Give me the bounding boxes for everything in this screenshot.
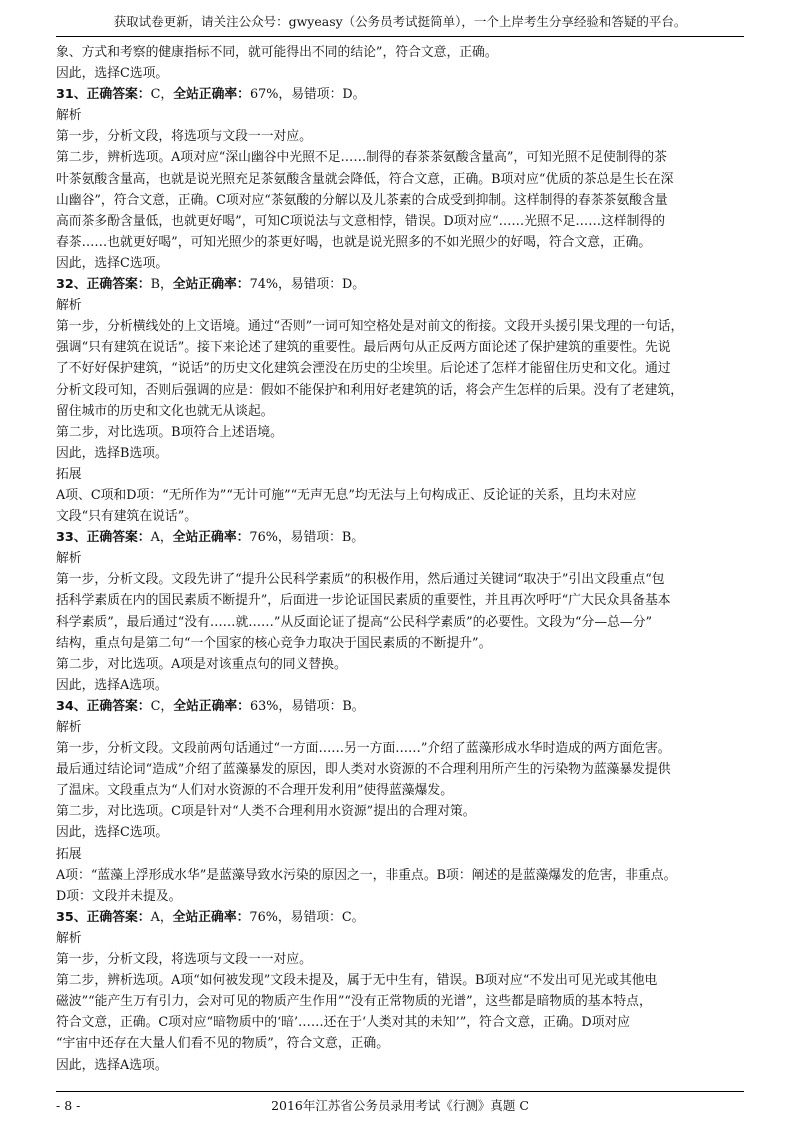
text-line: 拓展 [56, 466, 82, 482]
text-line: 括科学素质在内的国民素质不断提升”，后面进一步论证国民素质的重要性，并且再次呼吁“广大民众具备基本 [56, 593, 671, 609]
text-line: 因此，选择A选项。 [56, 1057, 168, 1073]
text-line: A项、C项和D项：“无所作为”“无计可施”“无声无息”均无法与上句构成正、反论证的关系，且均未对应 [56, 487, 637, 503]
text-line: 象、方式和考察的健康指标不同，就可能得出不同的结论”，符合文意，正确。 [56, 45, 498, 60]
text-line: 第一步，分析文段，将选项与文段一一对应。 [56, 129, 312, 145]
answer-ans: C， [150, 698, 174, 714]
text-line: 符合文意，正确。C项对应“暗物质中的‘暗’……还在于‘人类对其的未知’”，符合文意，正确。D项对应 [56, 1015, 631, 1031]
answer-l1: 正确答案： [86, 698, 151, 714]
text-line: 第一步，分析文段。文段前两句话通过“一方面……另一方面……”介绍了蓝藻形成水华时造成的两方面危害。 [56, 741, 671, 757]
answer-header [56, 907, 744, 928]
text-line: 因此，选择C选项。 [56, 825, 169, 841]
answer-l1: 正确答案： [86, 87, 151, 103]
answer-header [56, 274, 744, 295]
answer-header [56, 84, 744, 105]
text-line: 解析 [56, 930, 82, 946]
text-line: 高而茶多酚含量低，也就更好喝”，可知C项说法与文意相悖，错误。D项对应“……光照不足……这样制得的 [56, 213, 665, 229]
answer-l2: 全站正确率： [172, 909, 250, 925]
text-line: 磁波”“能产生万有引力，会对可见的物质产生作用”“没有正常物质的光谱”，这些都是暗物质的基本特点， [56, 994, 652, 1010]
answer-num: 34、 [56, 698, 87, 714]
answer-l1: 正确答案： [86, 530, 151, 546]
text-line: 因此，选择C选项。 [56, 66, 169, 82]
answer-l2: 全站正确率： [172, 277, 250, 293]
answer-num: 31、 [56, 87, 87, 103]
answer-num: 33、 [56, 530, 87, 546]
answer-l1: 正确答案： [86, 909, 151, 925]
answer-header [56, 527, 744, 548]
text-line: 叶茶氨酸含量高，也就是说光照充足茶氨酸含量就会降低，符合文意，正确。B项对应“优质的茶总是生长在深 [56, 171, 674, 187]
answer-rate: 74%，易错项：D。 [249, 277, 366, 293]
answer-rate: 63%，易错项：B。 [249, 698, 365, 714]
text-line: 因此，选择C选项。 [56, 255, 169, 271]
text-line: 第一步，分析文段，将选项与文段一一对应。 [56, 952, 312, 968]
page-footer [56, 1091, 744, 1116]
answer-ans: C， [150, 87, 174, 103]
text-line: 第二步，辨析选项。A项对应“深山幽谷中光照不足……制得的春茶茶氨酸含量高”，可知光照不足使制得的茶 [56, 150, 667, 166]
answer-l2: 全站正确率： [173, 87, 250, 103]
text-line: A项：“蓝藻上浮形成水华”是蓝藻导致水污染的原因之一，非重点。B项：阐述的是蓝藻爆发的危害，非重点。 [56, 867, 677, 883]
text-line: 结构，重点句是第二句“一个国家的核心竞争力取决于国民素质的不断提升”。 [56, 635, 492, 651]
text-line: 第二步，辨析选项。A项“如何被发现”文段未提及，属于无中生有，错误。B项对应“不发出可见光或其他电 [56, 973, 658, 989]
text-line: 拓展 [56, 846, 82, 862]
answer-l2: 全站正确率： [172, 530, 250, 546]
answer-rate: 67%，易错项：D。 [249, 87, 366, 103]
footer-title: 2016年江苏省公务员录用考试《行测》真题 C [271, 1098, 529, 1113]
text-line: 文段“只有建筑在说话”。 [56, 509, 198, 525]
text-line: “宇宙中还存在大量人们看不见的物质”，符合文意，正确。 [56, 1036, 390, 1052]
text-line: 山幽谷”，符合文意，正确。C项对应“茶氨酸的分解以及儿茶素的合成受到抑制。这样制得的春茶茶氨酸含量 [56, 192, 668, 208]
text-line: 了温床。文段重点为“人们对水资源的不合理开发利用”使得蓝藻爆发。 [56, 783, 453, 799]
text-line: 因此，选择B选项。 [56, 445, 168, 461]
text-line: 第二步，对比选项。A项是对该重点句的同义替换。 [56, 656, 347, 672]
text-line: 解析 [56, 108, 82, 124]
answer-rate: 76%，易错项：C。 [249, 909, 365, 925]
answer-ans: A， [150, 909, 173, 925]
text-line: 解析 [56, 551, 82, 567]
answer-l2: 全站正确率： [173, 698, 250, 714]
answer-num: 32、 [56, 277, 87, 293]
answer-num: 35、 [56, 909, 87, 925]
page-header: 获取试卷更新，请关注公众号：gwyeasy（公务员考试挺简单），一个上岸考生分享经验和答疑的平台。 [56, 10, 744, 37]
document-body [56, 42, 744, 1090]
text-line: 第一步，分析文段。文段先讲了“提升公民科学素质”的积极作用，然后通过关键词“取决于”引出文段重点“包 [56, 572, 665, 588]
text-line: 春茶……也就更好喝”，可知光照少的茶更好喝，也就是说光照多的不如光照少的好喝，符合文意，正确。 [56, 234, 652, 250]
text-line: 科学素质”，最后通过“没有……就……”从反面论证了提高“公民科学素质”的必要性。文段为“分—总—分” [56, 614, 653, 630]
answer-rate: 76%，易错项：B。 [249, 530, 365, 546]
text-line: 解析 [56, 720, 82, 735]
text-line: 强调“只有建筑在说话”。接下来论述了建筑的重要性。最后两句从正反两方面论述了保护建筑的重要性。先说 [56, 340, 671, 356]
text-line: 留住城市的历史和文化也就无从谈起。 [56, 403, 274, 419]
text-line: 第二步，对比选项。B项符合上述语境。 [56, 424, 283, 440]
text-line: 最后通过结论词“造成”介绍了蓝藻暴发的原因，即人类对水资源的不合理利用所产生的污染物为蓝藻暴发提供 [56, 762, 671, 778]
text-line: 分析文段可知，否则后强调的应是：假如不能保护和利用好老建筑的话，将会产生怎样的后果。没有了老建筑， [56, 382, 684, 398]
text-line: 解析 [56, 298, 82, 314]
text-line: 第二步，对比选项。C项是针对“人类不合理利用水资源”提出的合理对策。 [56, 804, 476, 820]
answer-header [56, 696, 744, 717]
text-line: 了不好好保护建筑，“说话”的历史文化建筑会湮没在历史的尘埃里。后论述了怎样才能留住历史和文化。通过 [56, 361, 671, 377]
text-line: D项：文段并未提及。 [56, 888, 182, 904]
answer-l1: 正确答案： [86, 277, 151, 293]
answer-ans: B， [150, 277, 173, 293]
page-number: - 8 - [56, 1098, 81, 1113]
answer-ans: A， [150, 530, 173, 546]
text-line: 第一步，分析横线处的上文语境。通过“否则”一词可知空格处是对前文的衔接。文段开头援引果戈理的一句话， [56, 319, 684, 335]
text-line: 因此，选择A选项。 [56, 677, 168, 693]
